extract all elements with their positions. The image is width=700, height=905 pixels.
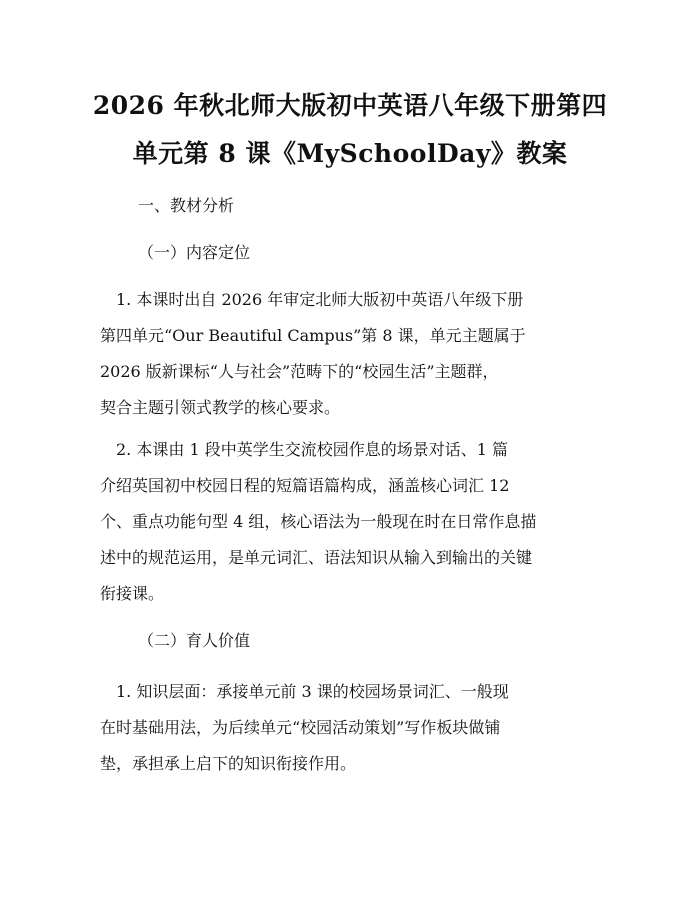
section-heading-analysis: 一、教材分析 (138, 196, 235, 215)
paragraph-line: 1. 知识层面：承接单元前 3 课的校园场景词汇、一般现 (100, 682, 509, 701)
subsection-heading-value: （二）育人价值 (138, 631, 251, 650)
paragraph-line: 第四单元“Our Beautiful Campus”第 8 课，单元主题属于 (100, 326, 526, 345)
subsection-heading-content: （一）内容定位 (138, 243, 251, 262)
paragraph-line: 垫，承担承上启下的知识衔接作用。 (100, 754, 357, 773)
paragraph-line: 介绍英国初中校园日程的短篇语篇构成，涵盖核心词汇 12 (100, 476, 510, 495)
paragraph-line: 2. 本课由 1 段中英学生交流校园作息的场景对话、1 篇 (100, 440, 508, 459)
paragraph-line: 述中的规范运用，是单元词汇、语法知识从输入到输出的关键 (100, 548, 533, 567)
document-title-line-1: 2026 年秋北师大版初中英语八年级下册第四 (92, 91, 608, 120)
paragraph-1 (100, 282, 600, 426)
paragraph-line: 在时基础用法，为后续单元“校园活动策划”写作板块做铺 (100, 718, 501, 737)
paragraph-2 (100, 432, 600, 612)
document-title-line-2: 单元第 8 课《MySchoolDay》教案 (132, 139, 568, 168)
paragraph-line: 个、重点功能句型 4 组，核心语法为一般现在时在日常作息描 (100, 512, 537, 531)
paragraph-3 (100, 674, 600, 782)
paragraph-line: 衔接课。 (100, 584, 165, 603)
paragraph-line: 契合主题引领式教学的核心要求。 (100, 398, 341, 417)
paragraph-line: 2026 版新课标“人与社会”范畴下的“校园生活”主题群， (100, 362, 499, 381)
paragraph-line: 1. 本课时出自 2026 年审定北师大版初中英语八年级下册 (100, 290, 524, 309)
